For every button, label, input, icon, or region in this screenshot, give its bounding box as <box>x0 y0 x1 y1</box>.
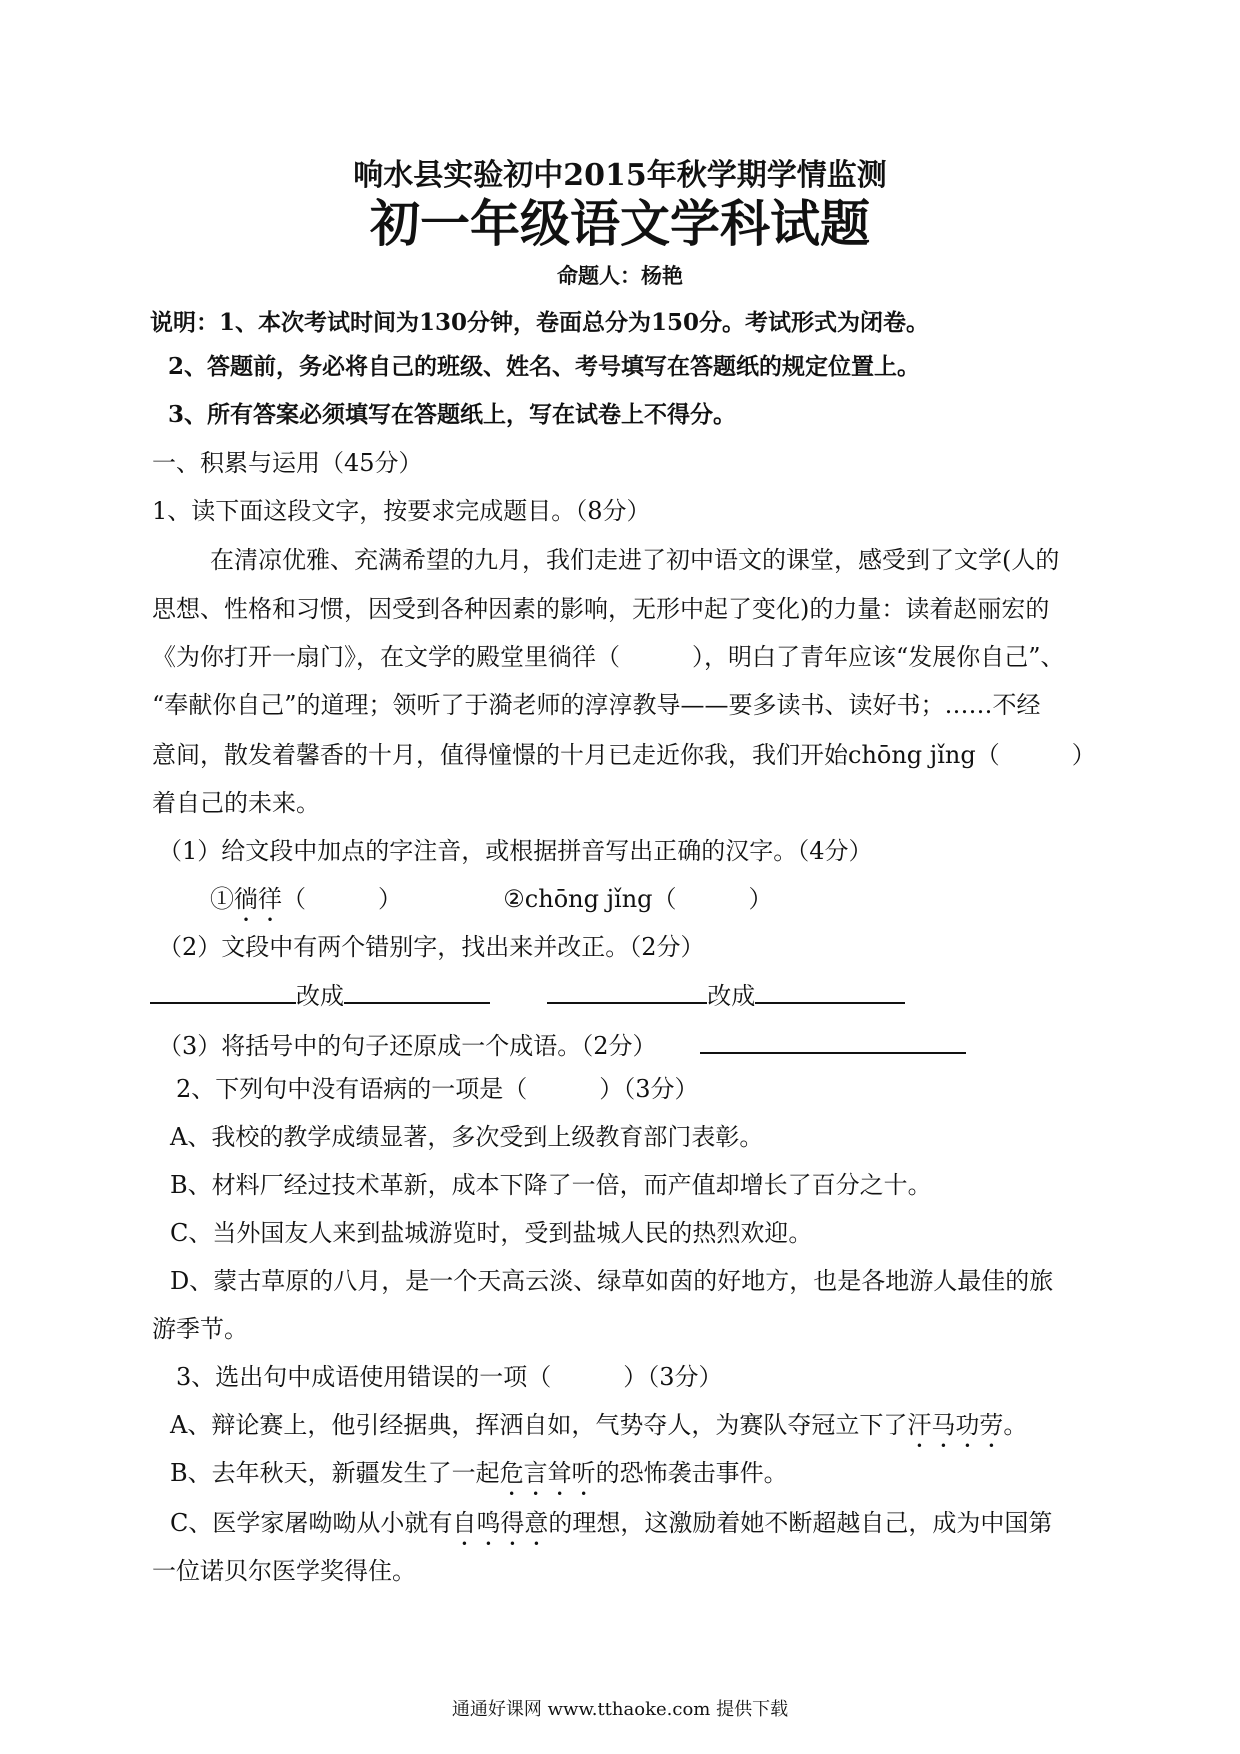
passage-line: 意间，散发着馨香的十月，值得憧憬的十月已走近你我，我们开始chōng jǐng（ ） <box>152 741 1096 769</box>
instruction-line-2: 2、答题前，务必将自己的班级、姓名、考号填写在答题纸的规定位置上。 <box>168 353 921 380</box>
option: B、材料厂经过技术革新，成本下降了一倍，而产值却增长了百分之十。 <box>170 1171 932 1199</box>
option-text: B、去年秋天，新疆发生了一起 <box>170 1459 500 1487</box>
answer-blank <box>700 1028 966 1054</box>
passage-line: 着自己的未来。 <box>152 789 320 817</box>
instruction-line-3: 3、所有答案必须填写在答题纸上，写在试卷上不得分。 <box>168 401 737 428</box>
correction-label: 改成 <box>707 982 756 1010</box>
correction-blanks <box>150 978 905 1011</box>
sub-question-3 <box>158 1028 966 1061</box>
option-c <box>170 1508 1052 1551</box>
question-3-prompt: 3、选出句中成语使用错误的一项（ ）（3分） <box>176 1363 723 1391</box>
item-label: ① <box>210 885 234 913</box>
passage-line: 《为你打开一扇门》，在文学的殿堂里徜徉（ ），明白了青年应该“发展你自己”、 <box>152 643 1065 671</box>
passage-line: 思想、性格和习惯，因受到各种因素的影响，无形中起了变化)的力量：读着赵丽宏的 <box>152 595 1050 623</box>
question-2-prompt: 2、下列句中没有语病的一项是（ ）（3分） <box>176 1075 699 1103</box>
option-b <box>170 1458 788 1501</box>
answer-blank <box>344 978 490 1004</box>
sub-question-1: （1）给文段中加点的字注音，或根据拼音写出正确的汉字。（4分） <box>158 837 873 865</box>
option: A、我校的教学成绩显著，多次受到上级教育部门表彰。 <box>170 1123 764 1151</box>
dotted-idiom: 自鸣得意 <box>452 1509 549 1537</box>
option-text: A、辩论赛上，他引经据典，挥洒自如，气势夺人，为赛队夺冠立下了 <box>170 1411 908 1439</box>
option-text: C、医学家屠呦呦从小就有 <box>170 1509 453 1537</box>
option-text: 的恐怖袭击事件。 <box>595 1459 788 1487</box>
option: D、蒙古草原的八月，是一个天高云淡、绿草如茵的好地方，也是各地游人最佳的旅 <box>170 1267 1054 1295</box>
answer-paren: （ ） <box>282 885 402 913</box>
dotted-word: 徜徉 <box>234 885 282 913</box>
dotted-idiom: 危言耸听 <box>499 1459 596 1487</box>
option: 游季节。 <box>152 1315 248 1343</box>
answer-blank <box>150 978 296 1004</box>
pinyin-item: ②chōng jǐng（ ） <box>503 885 773 913</box>
correction-label: 改成 <box>296 982 344 1010</box>
exam-title-line1: 响水县实验初中2015年秋学期学情监测 <box>353 158 887 193</box>
option: C、当外国友人来到盐城游览时，受到盐城人民的热烈欢迎。 <box>170 1219 813 1247</box>
answer-blank <box>547 978 707 1004</box>
sub-question-3-text: （3）将括号中的句子还原成一个成语。（2分） <box>158 1032 657 1060</box>
passage-line: 在清凉优雅、充满希望的九月，我们走进了初中语文的课堂，感受到了文学(人的 <box>210 546 1060 574</box>
instruction-line-1: 说明：1、本次考试时间为130分钟，卷面总分为150分。考试形式为闭卷。 <box>150 309 930 336</box>
option-text: 。 <box>1003 1411 1028 1439</box>
exam-author: 命题人：杨艳 <box>557 263 683 288</box>
exam-title-line2: 初一年级语文学科试题 <box>370 194 870 253</box>
sub-question-1-items <box>210 884 773 927</box>
passage-line: “奉献你自己”的道理；领听了于漪老师的淳淳教导——要多读书、读好书；……不经 <box>152 691 1041 719</box>
question-1-prompt: 1、读下面这段文字，按要求完成题目。（8分） <box>152 497 651 525</box>
footer-credit: 通通好课网 www.tthaoke.com 提供下载 <box>451 1699 789 1720</box>
answer-blank <box>755 978 905 1004</box>
dotted-idiom: 汗马功劳 <box>907 1411 1004 1439</box>
sub-question-2: （2）文段中有两个错别字，找出来并改正。（2分） <box>158 933 705 961</box>
section-heading: 一、积累与运用（45分） <box>152 449 423 477</box>
option-c-continued: 一位诺贝尔医学奖得住。 <box>152 1557 416 1585</box>
option-text: 的理想，这激励着她不断超越自己，成为中国第 <box>548 1509 1053 1537</box>
option-a <box>170 1410 1027 1453</box>
